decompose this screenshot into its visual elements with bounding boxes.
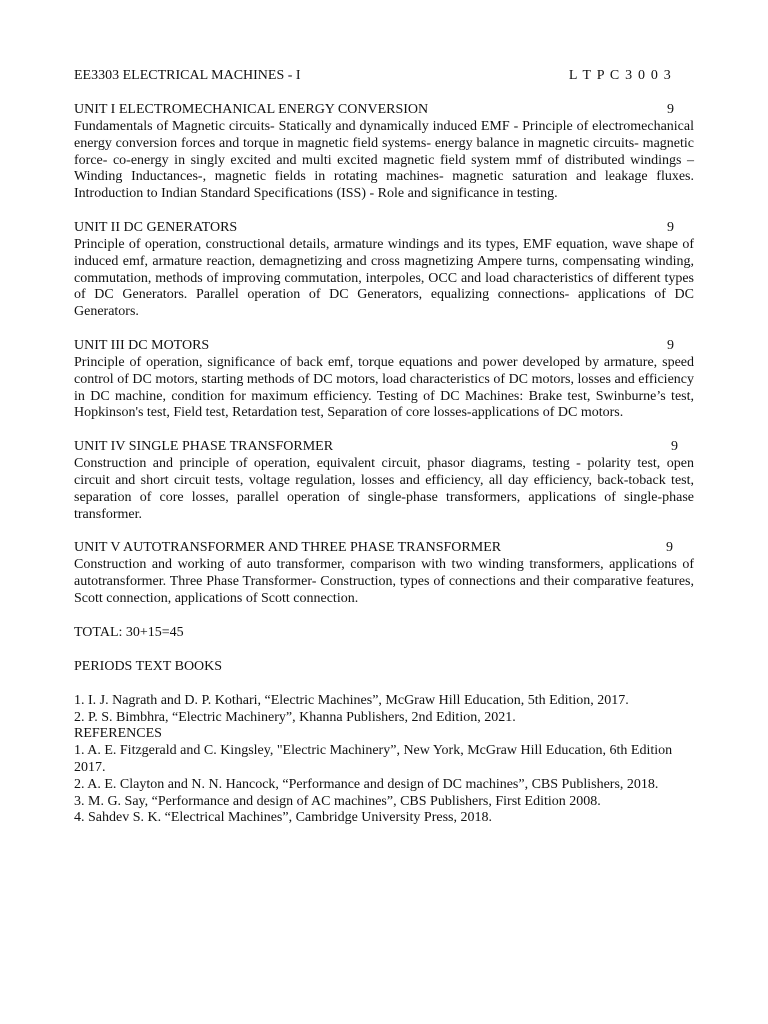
unit-heading xyxy=(74,439,694,456)
reference-item: 4. Sahdev S. K. “Electrical Machines”, Cambridge University Press, 2018. xyxy=(74,810,492,826)
unit-4 xyxy=(74,439,694,523)
course-title: EE3303 ELECTRICAL MACHINES - I xyxy=(74,68,301,83)
unit-content: Construction and principle of operation, equivalent circuit, phasor diagrams, testing - polarity test, open circuit and short circuit tests, voltage regulation, losses and efficiency, all day efficiency, back-toback test, separation of core losses, parallel operation of single-phase transformers, applications of single-phase transformer. xyxy=(74,456,694,522)
unit-5 xyxy=(74,540,694,607)
syllabus-page xyxy=(74,68,694,827)
unit-content: Construction and working of auto transformer, comparison with two winding transformers, applications of autotransformer. Three Phase Transformer- Construction, types of connections and their comparative features, Scott connection, applications of Scott connection. xyxy=(74,557,694,606)
unit-hours: 9 xyxy=(667,337,674,353)
unit-heading xyxy=(74,540,694,557)
unit-hours: 9 xyxy=(666,540,673,556)
unit-content: Principle of operation, constructional details, armature windings and its types, EMF equation, wave shape of induced emf, armature reaction, demagnetizing and cross magnetizing Ampere turns, compensating winding, commutation, methods of improving commutation, interpoles, OCC and load characteristics of different types of DC Generators. Parallel operation of DC Generators, equalizing connections- applications of DC Generators. xyxy=(74,236,694,320)
unit-title: UNIT II DC GENERATORS xyxy=(74,219,238,235)
unit-heading xyxy=(74,338,694,355)
reference-item: 1. A. E. Fitzgerald and C. Kingsley, "Electric Machinery”, New York, McGraw Hill Education, 6th Edition 2017. xyxy=(74,743,673,775)
unit-1 xyxy=(74,102,694,203)
unit-hours: 9 xyxy=(671,439,678,455)
unit-hours: 9 xyxy=(667,102,674,117)
unit-3 xyxy=(74,338,694,422)
unit-title: UNIT I ELECTROMECHANICAL ENERGY CONVERSION xyxy=(74,102,429,117)
unit-title: UNIT IV SINGLE PHASE TRANSFORMER xyxy=(74,439,334,455)
reference-item: 3. M. G. Say, “Performance and design of AC machines”, CBS Publishers, First Edition 2008. xyxy=(74,793,601,809)
total-periods: TOTAL: 30+15=45 xyxy=(74,624,184,640)
bibliography xyxy=(74,693,694,827)
text-book-item: 1. I. J. Nagrath and D. P. Kothari, “Electric Machines”, McGraw Hill Education, 5th Edition, 2017. xyxy=(74,692,629,708)
unit-content: Fundamentals of Magnetic circuits- Statically and dynamically induced EMF - Principle of electromechanical energy conversion forces and torque in magnetic field systems- energy balance in magnetic circuits- magnetic force- co-energy in singly excited and multi excited magnetic field system mmf of distributed windings – Winding Inductances-, magnetic fields in rotating machines- magnetic saturation and leakage fluxes. Introduction to Indian Standard Specifications (ISS) - Role and significance in testing. xyxy=(74,119,694,202)
unit-title: UNIT V AUTOTRANSFORMER AND THREE PHASE TRANSFORMER xyxy=(74,540,502,556)
unit-title: UNIT III DC MOTORS xyxy=(74,337,210,353)
unit-heading xyxy=(74,102,694,119)
ltpc-credits: L T P C 3 0 0 3 xyxy=(568,68,672,83)
course-header xyxy=(74,68,694,85)
text-books-heading: PERIODS TEXT BOOKS xyxy=(74,658,223,674)
text-book-item: 2. P. S. Bimbhra, “Electric Machinery”, Khanna Publishers, 2nd Edition, 2021. xyxy=(74,709,516,725)
unit-hours: 9 xyxy=(667,219,674,235)
unit-2 xyxy=(74,220,694,321)
references-heading: REFERENCES xyxy=(74,726,162,742)
reference-item: 2. A. E. Clayton and N. N. Hancock, “Performance and design of DC machines”, CBS Publishers, 2018. xyxy=(74,776,659,792)
unit-heading xyxy=(74,220,694,237)
unit-content: Principle of operation, significance of back emf, torque equations and power developed by armature, speed control of DC motors, starting methods of DC motors, load characteristics of DC motors, losses and efficiency in DC machine, condition for maximum efficiency. Testing of DC Machines: Brake test, Swinburne’s test, Hopkinson's test, Field test, Retardation test, Separation of core losses-applications of DC motors. xyxy=(74,354,694,421)
